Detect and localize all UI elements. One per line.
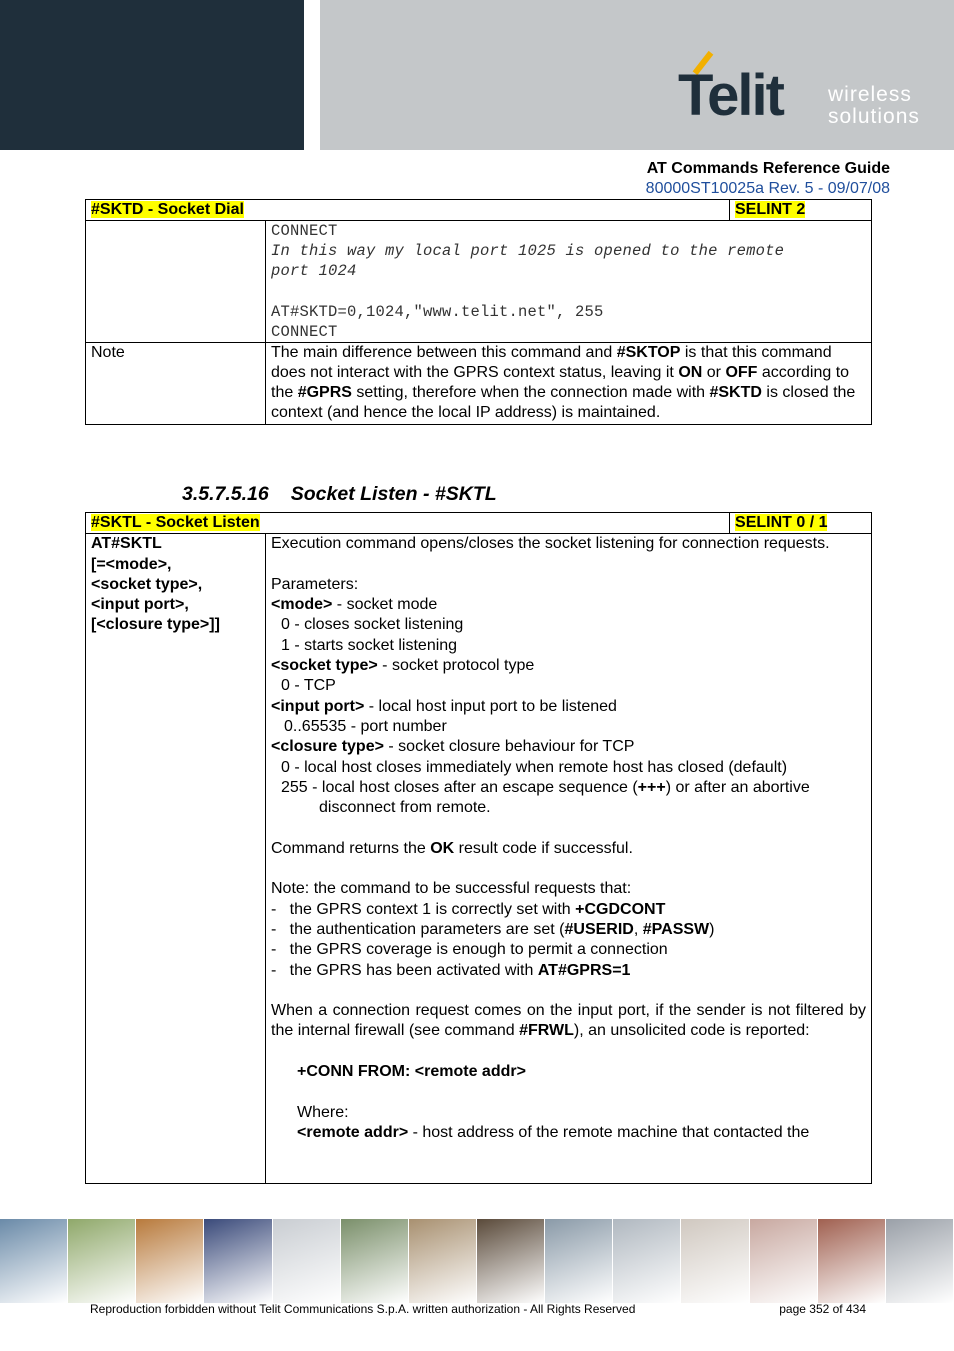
copyright-notice: Reproduction forbidden without Telit Communications S.p.A. written authorization - All Rights Reserved <box>90 1302 636 1316</box>
logo-wordmark: Telit <box>678 63 783 128</box>
photo-tile <box>204 1219 272 1303</box>
list-item: - the GPRS coverage is enough to permit a connection <box>271 941 668 959</box>
guide-title: AT Commands Reference Guide <box>646 160 890 177</box>
example-line: AT#SKTD=0,1024,"www.telit.net", 255 <box>271 302 604 321</box>
photo-tile <box>613 1219 681 1303</box>
header-dark-panel <box>0 0 304 150</box>
sktl-title: #SKTL - Socket Listen <box>91 514 260 531</box>
sktl-selint: SELINT 0 / 1 <box>735 514 828 531</box>
section-heading <box>182 483 497 506</box>
sktd-selint: SELINT 2 <box>735 201 806 218</box>
section-number: 3.5.7.5.16 <box>182 483 269 505</box>
footer-photo-strip <box>0 1219 954 1303</box>
list-item: - the GPRS context 1 is correctly set with +CGDCONT <box>271 900 666 918</box>
example-line: port 1024 <box>271 262 357 281</box>
photo-tile <box>818 1219 886 1303</box>
guide-revision: 80000ST10025a Rev. 5 - 09/07/08 <box>645 180 890 197</box>
sktl-body-row <box>86 534 872 1184</box>
photo-tile <box>545 1219 613 1303</box>
sktl-header-row <box>86 513 872 534</box>
page-number: page 352 of 434 <box>779 1302 866 1316</box>
photo-tile <box>341 1219 409 1303</box>
sktd-example-row <box>86 221 872 342</box>
guide-header <box>646 159 890 199</box>
photo-tile <box>886 1219 954 1303</box>
sktl-syntax: AT#SKTL [=<mode>, <socket type>, <input port>, [<closure type>]] <box>86 534 266 1184</box>
sktd-title: #SKTD - Socket Dial <box>91 201 244 218</box>
list-item: - the authentication parameters are set (#USERID, #PASSW) <box>271 920 715 938</box>
example-line: CONNECT <box>271 222 338 241</box>
telit-logo <box>678 46 928 136</box>
example-line: In this way my local port 1025 is opened to the remote <box>271 242 785 261</box>
sktl-table <box>85 512 872 1184</box>
photo-tile <box>477 1219 545 1303</box>
sktl-description: Execution command opens/closes the socket listening for connection requests. Parameters: <mode> - socket mode 0 - closes socket listening 1 - starts socket listening <socket type> - socket protocol type 0 - TCP <input port> - local host input port to be listened 0..65535 - port number <closure type> - socket closure behaviour for TCP 0 - local host closes immediately when remote host has closed (default) 255 - local host closes after an escape sequence (+++) or after an abortive disconnect from remote. Command returns the OK result code if successful. Note: the command to be successful requests that: - the GPRS context 1 is correctly set with +CGDCONT - the authentication parameters are set (#USERID, #PASSW) - the GPRS coverage is enough to permit a connection - the GPRS has been activated with AT#GPRS=1 When a connection request comes on the input port, if the sender is not filtered by the internal firewall (see command #FRWL), an unsolicited code is reported: +CONN FROM: <remote addr> Where: <remote addr> - host address of the remote machine that contacted the <box>266 534 872 1184</box>
sktd-table <box>85 199 872 425</box>
photo-tile <box>750 1219 818 1303</box>
section-title: Socket Listen - #SKTL <box>290 483 497 505</box>
unsolicited-code: +CONN FROM: <remote addr> <box>297 1063 526 1081</box>
photo-tile <box>681 1219 749 1303</box>
note-label: Note <box>86 342 266 424</box>
photo-tile <box>273 1219 341 1303</box>
list-item: - the GPRS has been activated with AT#GPRS=1 <box>271 961 631 979</box>
photo-tile <box>68 1219 136 1303</box>
sktd-note-row <box>86 342 872 424</box>
sktd-header-row <box>86 200 872 221</box>
photo-tile <box>136 1219 204 1303</box>
photo-tile <box>409 1219 477 1303</box>
example-line: CONNECT <box>271 322 338 341</box>
note-text: The main difference between this command and #SKTOP is that this command does not interact with the GPRS context status, leaving it ON or OFF according to the #GPRS setting, therefore when the connection made with #SKTD is closed the context (and hence the local IP address) is maintained. <box>266 342 872 424</box>
footer <box>90 1301 866 1317</box>
logo-tagline: wireless solutions <box>828 83 920 128</box>
photo-tile <box>0 1219 68 1303</box>
